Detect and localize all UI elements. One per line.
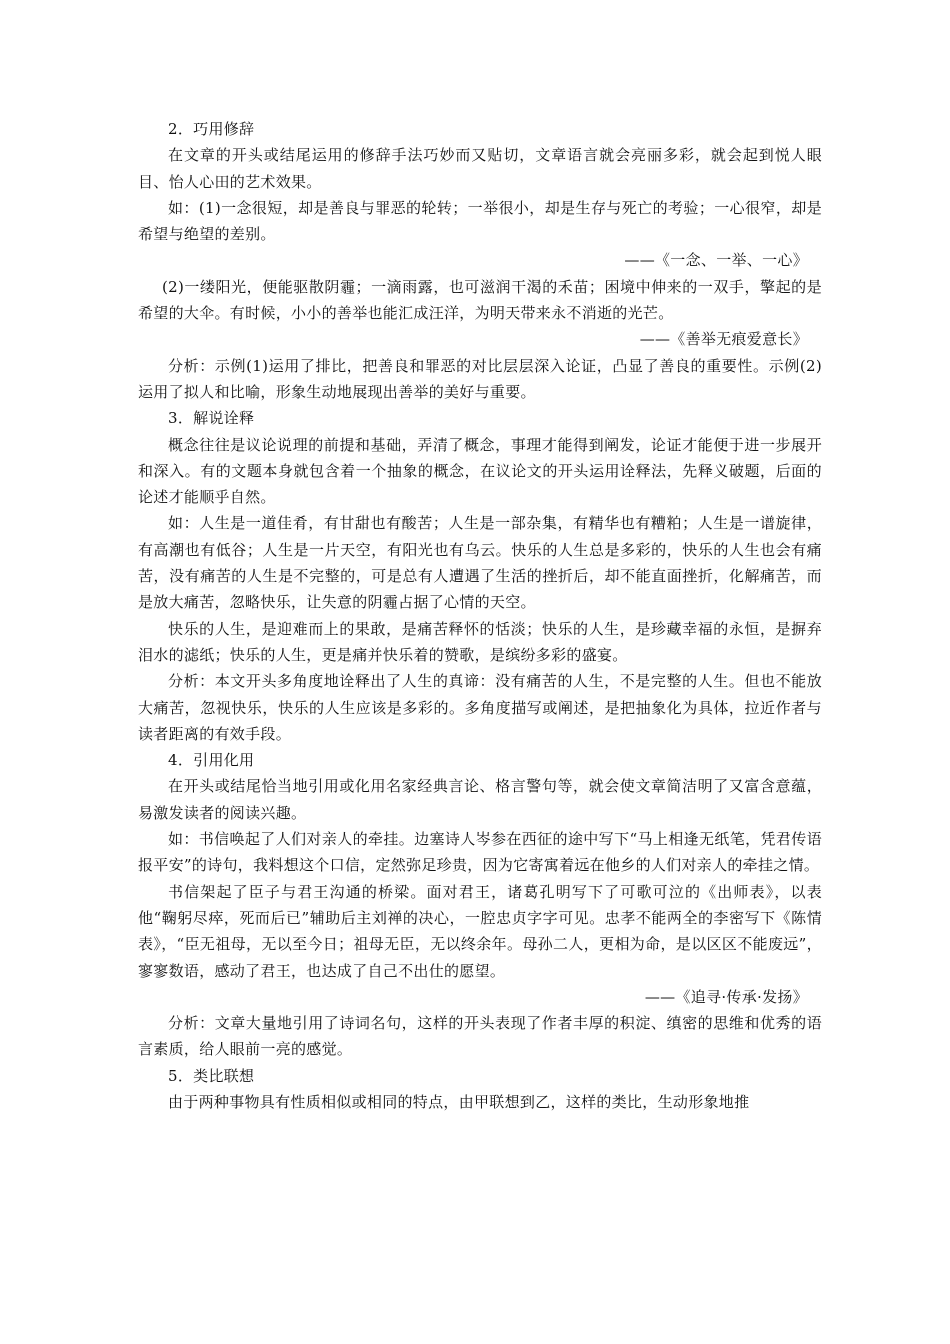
section-intro-rhetoric: 在文章的开头或结尾运用的修辞手法巧妙而又贴切，文章语言就会亮丽多彩，就会起到悦人眼目、怡人心田的艺术效果。	[138, 146, 822, 191]
example-source: ——《善举无痕爱意长》	[639, 330, 808, 349]
section-heading-interpretation: 3．解说诠释	[168, 409, 255, 428]
section-intro-quotation: 在开头或结尾恰当地引用或化用名家经典言论、格言警句等，就会使文章简洁明了又富含意蕴，易激发读者的阅读兴趣。	[138, 777, 822, 822]
section-intro-interpretation: 概念往往是议论说理的前提和基础，弄清了概念，事理才能得到阐发，论证才能便于进一步展开和深入。有的文题本身就包含着一个抽象的概念，在议论文的开头运用诠释法，先释义破题，后面的论述才能顺乎自然。	[138, 435, 822, 507]
example-source: ——《一念、一举、一心》	[624, 251, 808, 270]
section-heading-analogy: 5．类比联想	[168, 1066, 255, 1085]
analysis-paragraph: 分析：文章大量地引用了诗词名句，这样的开头表现了作者丰厚的积淀、缜密的思维和优秀的语言素质，给人眼前一亮的感觉。	[138, 1014, 822, 1059]
example-paragraph: 如：人生是一道佳肴，有甘甜也有酸苦；人生是一部杂集，有精华也有糟粕；人生是一谱旋律，有高潮也有低谷；人生是一片天空，有阳光也有乌云。快乐的人生总是多彩的，快乐的人生也会有痛苦，没有痛苦的人生是不完整的，可是总有人遭遇了生活的挫折后，却不能直面挫折，化解痛苦，而是放大痛苦，忽略快乐，让失意的阴霾占据了心情的天空。	[138, 514, 822, 612]
example-paragraph: (2)一缕阳光，便能驱散阴霾；一滴雨露，也可滋润干渴的禾苗；困境中伸来的一双手，擎起的是希望的大伞。有时候，小小的善举也能汇成汪洋，为明天带来永不消逝的光芒。	[138, 277, 822, 323]
document-page	[138, 116, 822, 1115]
example-paragraph: 如：(1)一念很短，却是善良与罪恶的轮转；一举很小，却是生存与死亡的考验；一心很窄，却是希望与绝望的差别。	[138, 198, 822, 244]
analysis-paragraph: 分析：本文开头多角度地诠释出了人生的真谛：没有痛苦的人生，不是完整的人生。但也不能放大痛苦，忽视快乐，快乐的人生应该是多彩的。多角度描写或阐述，是把抽象化为具体，拉近作者与读者距离的有效手段。	[138, 672, 822, 743]
section-heading-quotation: 4．引用化用	[168, 751, 255, 770]
example-paragraph: 快乐的人生，是迎难而上的果敢，是痛苦释怀的恬淡；快乐的人生，是珍藏幸福的永恒，是摒弃泪水的滤纸；快乐的人生，更是痛并快乐着的赞歌，是缤纷多彩的盛宴。	[138, 619, 822, 664]
section-intro-analogy: 由于两种事物具有性质相似或相同的特点，由甲联想到乙，这样的类比，生动形象地推	[168, 1092, 750, 1111]
section-heading-rhetoric: 2．巧用修辞	[168, 120, 255, 138]
example-paragraph: 如：书信唤起了人们对亲人的牵挂。边塞诗人岑参在西征的途中写下“马上相逢无纸笔，凭君传语报平安”的诗句，我料想这个口信，定然弥足珍贵，因为它寄寓着远在他乡的人们对亲人的牵挂之情。	[138, 830, 822, 875]
analysis-paragraph: 分析：示例(1)运用了排比，把善良和罪恶的对比层层深入论证，凸显了善良的重要性。示例(2)运用了拟人和比喻，形象生动地展现出善举的美好与重要。	[138, 356, 822, 401]
example-paragraph: 书信架起了臣子与君王沟通的桥梁。面对君王，诸葛孔明写下了可歌可泣的《出师表》，以表他“鞠躬尽瘁，死而后已”辅助后主刘禅的决心，一腔忠贞字字可见。忠孝不能两全的李密写下《陈情表》，“臣无祖母，无以至今日；祖母无臣，无以终余年。母孙二人，更相为命，是以区区不能废远”，寥寥数语，感动了君王，也达成了自己不出仕的愿望。	[138, 882, 822, 980]
example-source: ——《追寻·传承·发扬》	[644, 987, 808, 1006]
